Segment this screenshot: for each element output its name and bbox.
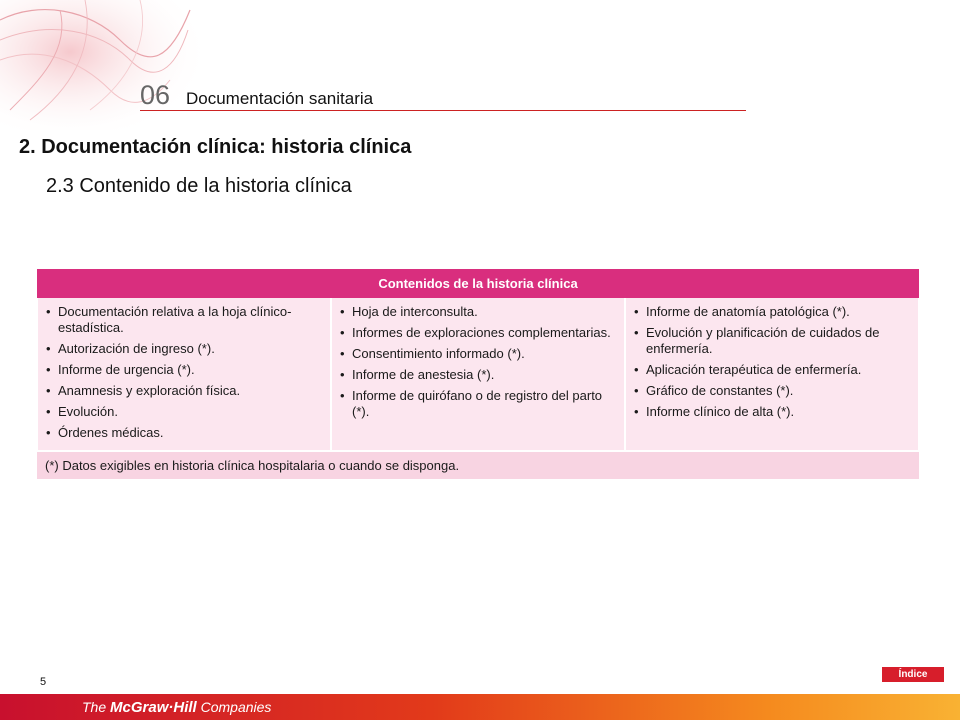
list-item: • Gráfico de constantes (*). [634,383,912,399]
section-heading: 2. Documentación clínica: historia clínica [19,136,412,158]
brand-prefix: The [82,699,111,715]
list-item: • Informes de exploraciones complementarias. [340,325,618,341]
list-item: • Órdenes médicas. [46,425,324,441]
list-item: • Evolución y planificación de cuidados de enfermería. [634,325,912,357]
publisher-logo [82,698,271,717]
chapter-number: 06 [140,80,171,110]
list-item: • Anamnesis y exploración física. [46,383,324,399]
page-number: 5 [40,676,47,688]
footer-bar [0,694,960,720]
list-item: • Aplicación terapéutica de enfermería. [634,362,912,378]
table-column-3 [625,298,919,451]
index-button[interactable]: Índice [882,667,944,682]
list-item: • Informe de anatomía patológica (*). [634,304,912,320]
list-item: • Evolución. [46,404,324,420]
brand-suffix: Companies [196,699,272,715]
list-item: • Hoja de interconsulta. [340,304,618,320]
list-item: • Autorización de ingreso (*). [46,341,324,357]
brand-name: McGraw·Hill [110,699,197,716]
content-table [36,269,920,479]
list-item: • Informe de urgencia (*). [46,362,324,378]
table-footnote: (*) Datos exigibles en historia clínica hospitalaria o cuando se disponga. [37,451,919,479]
table-title: Contenidos de la historia clínica [37,269,919,298]
header-divider [140,110,746,111]
list-item: • Informe clínico de alta (*). [634,404,912,420]
subsection-heading: 2.3 Contenido de la historia clínica [46,175,352,197]
list-item: • Consentimiento informado (*). [340,346,618,362]
table-column-1 [37,298,331,451]
list-item: • Informe de anestesia (*). [340,367,618,383]
table-column-2 [331,298,625,451]
list-item: • Informe de quirófano o de registro del parto (*). [340,388,618,420]
list-item: • Documentación relativa a la hoja clínico-estadística. [46,304,324,336]
chapter-title: Documentación sanitaria [186,89,374,108]
